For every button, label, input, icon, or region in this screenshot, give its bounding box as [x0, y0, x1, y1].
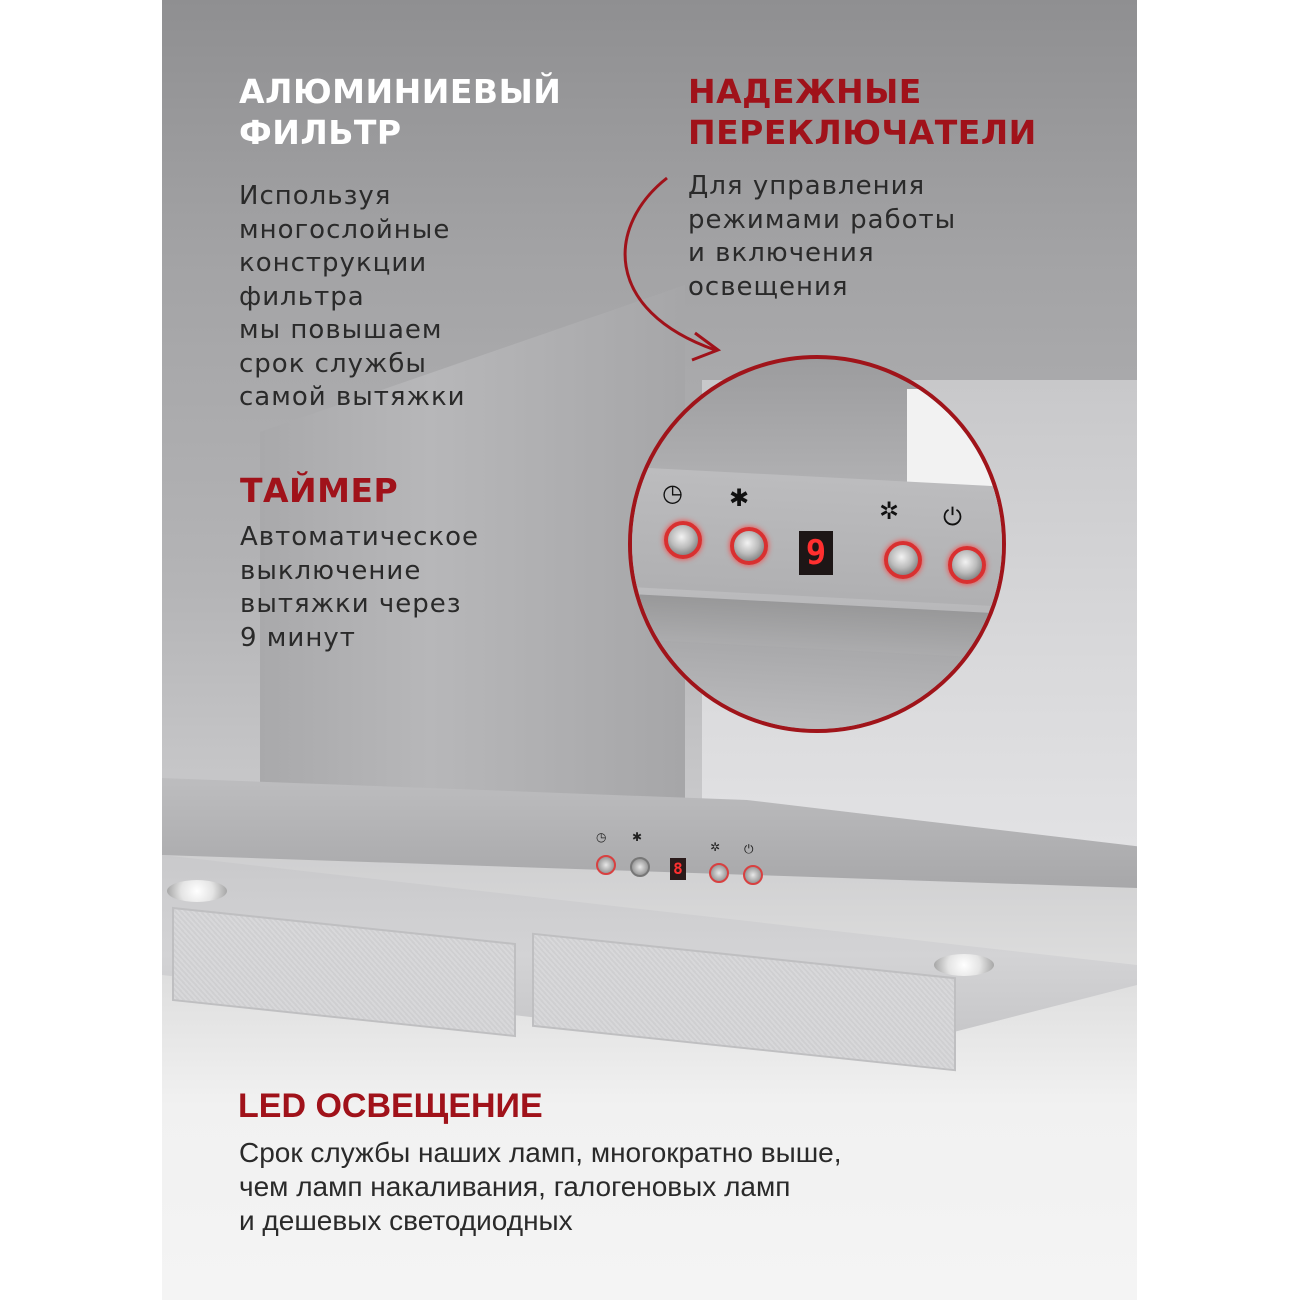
light-icon: ✱ [632, 830, 643, 844]
filter-text-line: срок службы [239, 348, 427, 379]
switches-text-line: Для управления [688, 171, 926, 201]
led-text-line: и дешевых светодиодных [239, 1205, 573, 1236]
light-button[interactable] [730, 527, 768, 565]
switches-heading-line: НАДЕЖНЫЕ [688, 72, 922, 111]
switches-description [688, 170, 956, 304]
fan-icon: ✲ [879, 497, 900, 525]
fan-icon: ✲ [710, 840, 721, 854]
switches-text-line: и включения [688, 238, 875, 268]
fan-button[interactable] [709, 863, 729, 883]
switches-text-line: режимами работы [688, 204, 957, 235]
light-button[interactable] [630, 857, 650, 877]
switches-heading [688, 71, 1037, 153]
fan-speed-button[interactable] [884, 541, 922, 579]
timer-text-line: выключение [240, 555, 422, 586]
timer-text-line: Автоматическое [240, 522, 480, 552]
led-heading: LED ОСВЕЩЕНИЕ [238, 1087, 543, 1125]
power-icon: ⏻ [744, 842, 754, 856]
led-lamp-right [934, 954, 994, 976]
timer-icon: ◷ [662, 479, 683, 507]
timer-heading: ТАЙМЕР [240, 471, 399, 510]
led-description [239, 1136, 842, 1238]
filter-heading-line: АЛЮМИНИЕВЫЙ [239, 72, 562, 111]
filter-text-line: фильтра [239, 281, 365, 312]
hood-control-panel [592, 828, 772, 888]
timer-text-line: вытяжки через [240, 589, 462, 619]
timer-button[interactable] [664, 521, 702, 559]
filter-heading [239, 71, 561, 153]
filter-heading-line: ФИЛЬТР [239, 113, 402, 152]
filter-description [239, 180, 466, 415]
control-panel-closeup [628, 355, 1006, 733]
timer-button[interactable] [596, 855, 616, 875]
timer-icon: ◷ [596, 830, 607, 844]
filter-text-line: мы повышаем [239, 315, 443, 345]
power-button[interactable] [743, 865, 763, 885]
timer-text-line: 9 минут [240, 622, 356, 653]
speed-display: 8 [670, 858, 686, 880]
filter-text-line: самой вытяжки [239, 382, 466, 412]
switches-text-line: освещения [688, 271, 849, 302]
filter-text-line: многослойные [239, 214, 451, 245]
led-lamp-left [167, 880, 227, 902]
filter-text-line: конструкции [239, 248, 428, 278]
timer-description [240, 521, 479, 655]
power-icon: ⏻ [943, 503, 962, 531]
led-text-line: чем ламп накаливания, галогеновых ламп [239, 1171, 791, 1202]
switches-heading-line: ПЕРЕКЛЮЧАТЕЛИ [688, 113, 1037, 152]
filter-text-line: Используя [239, 181, 392, 211]
power-button[interactable] [948, 546, 986, 584]
timer-display: 9 [799, 531, 833, 575]
led-text-line: Срок службы наших ламп, многократно выше, [239, 1137, 842, 1168]
light-bulb-icon: ✱ [729, 484, 750, 512]
